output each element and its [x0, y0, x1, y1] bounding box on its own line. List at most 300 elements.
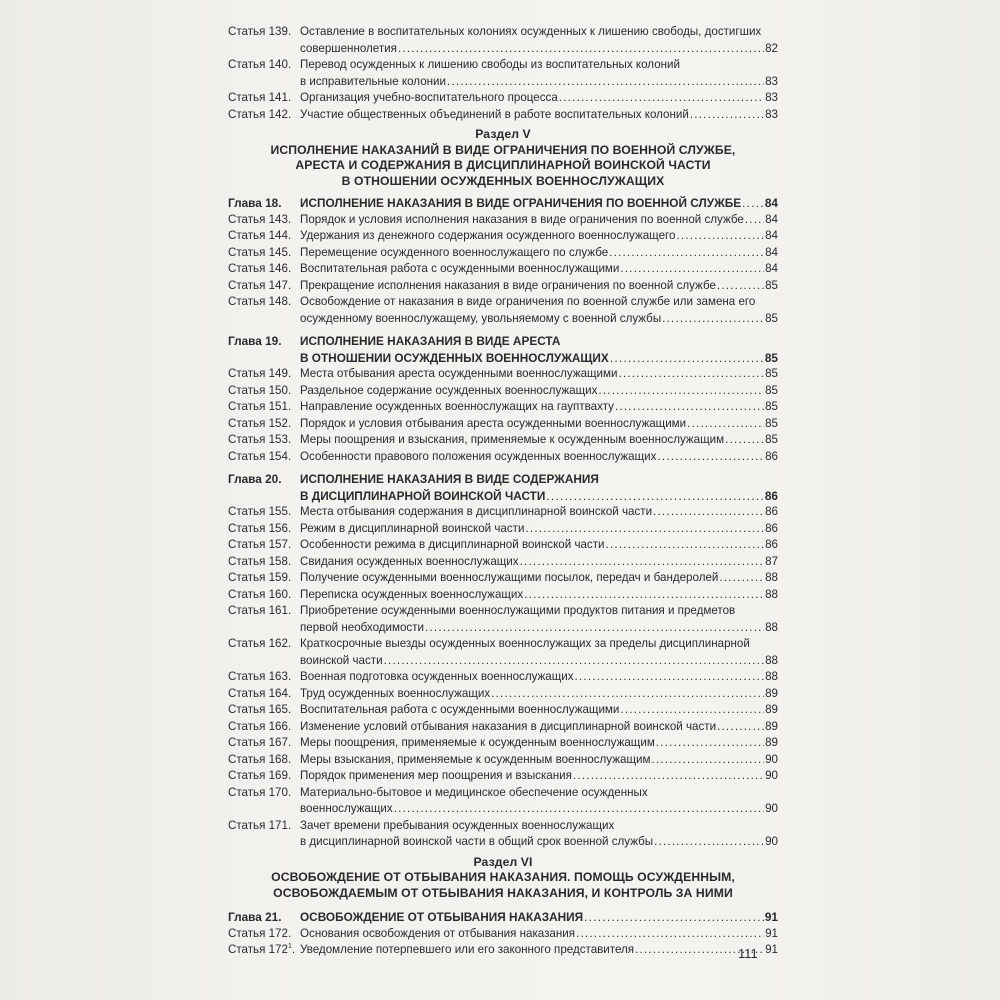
toc-chapter[interactable]: [228, 909, 778, 926]
title-text: ИСПОЛНЕНИЕ НАКАЗАНИЯ В ВИДЕ ОГРАНИЧЕНИЯ ПО ВОЕННОЙ СЛУЖБЕ: [300, 196, 742, 210]
toc-article[interactable]: [228, 449, 778, 466]
dot-leader: [653, 504, 764, 521]
title-text: Свидания осужденных военнослужащих: [300, 554, 519, 568]
article-number: [228, 24, 300, 57]
title-line-last: [300, 554, 778, 571]
label-text: Статья 172.: [228, 926, 292, 940]
label-text: Статья 144.: [228, 229, 292, 242]
page-ref: 90: [765, 835, 778, 848]
label-text: Статья 148.: [228, 295, 292, 308]
dot-leader: [384, 653, 765, 670]
dot-leader: [656, 735, 764, 752]
dot-leader: [687, 416, 764, 433]
page-ref: 91: [765, 926, 778, 940]
article-number: [228, 686, 300, 703]
toc-article[interactable]: [228, 90, 778, 107]
article-number: [228, 554, 300, 571]
label-text: Статья 150.: [228, 383, 292, 397]
page-ref: 86: [764, 488, 778, 503]
title-line-last: [300, 350, 778, 367]
label-text: Статья 155.: [228, 505, 292, 518]
dot-leader: [690, 107, 764, 124]
page-ref: 89: [765, 719, 778, 733]
page-ref: 89: [765, 736, 778, 749]
toc-article[interactable]: [228, 942, 778, 959]
toc-article[interactable]: [228, 735, 778, 752]
dot-leader: [606, 537, 765, 554]
title-text: первой необходимости: [300, 620, 425, 634]
toc-article[interactable]: [228, 504, 778, 521]
title-line-last: [300, 942, 778, 959]
toc-article[interactable]: [228, 366, 778, 383]
entry-title: [300, 768, 778, 785]
article-number: [228, 752, 300, 769]
entry-title: [300, 449, 778, 466]
dot-leader: [609, 245, 764, 262]
section-heading: [228, 855, 778, 902]
title-line: ИСПОЛНЕНИЕ НАКАЗАНИЯ В ВИДЕ АРЕСТА: [300, 334, 561, 348]
page-ref: 83: [765, 91, 778, 104]
table-of-contents: [228, 24, 778, 959]
title-line-last: [300, 278, 778, 295]
title-text: осужденному военнослужащему, увольняемому с военной службы: [300, 311, 662, 325]
title-text: совершеннолетия: [300, 41, 397, 55]
section-label: Раздел VI: [473, 854, 533, 869]
dot-leader: [676, 228, 764, 245]
title-line-last: [300, 719, 778, 736]
label-text: Статья 159.: [228, 571, 292, 584]
dot-leader: [742, 195, 764, 212]
toc-article[interactable]: [228, 521, 778, 538]
entry-title: [300, 57, 778, 90]
label-text: Статья 161.: [228, 604, 292, 617]
page-ref: 90: [765, 769, 778, 782]
dot-leader: [651, 752, 764, 769]
title-line: Зачет времени пребывания осужденных военнослужащих: [300, 818, 615, 832]
entry-title: [300, 90, 778, 107]
dot-leader: [717, 719, 764, 736]
page-ref: 84: [765, 229, 778, 242]
page-ref: 86: [765, 538, 778, 551]
dot-leader: [654, 834, 764, 851]
title-line: Освобождение от наказания в виде ограничения по военной службе или замена его: [300, 295, 756, 308]
toc-article[interactable]: [228, 818, 778, 851]
title-line: Приобретение осужденными военнослужащими продуктов питания и предметов: [300, 604, 736, 617]
page-ref: 82: [765, 41, 778, 55]
dot-leader: [598, 383, 764, 400]
entry-title: [300, 432, 778, 449]
page-ref: 86: [765, 449, 778, 463]
title-line-last: [300, 653, 778, 670]
section-label: Раздел V: [475, 127, 531, 141]
article-number: [228, 636, 300, 669]
title-line-last: [300, 366, 778, 383]
page-ref: 85: [765, 367, 778, 380]
article-number: [228, 261, 300, 278]
label-text: Статья 164.: [228, 686, 292, 700]
page-ref: 85: [765, 278, 778, 292]
title-text: Режим в дисциплинарной воинской части: [300, 521, 525, 535]
title-text: Особенности режима в дисциплинарной воинской части: [300, 538, 605, 551]
page-ref: 88: [765, 653, 778, 667]
title-text: ОСВОБОЖДЕНИЕ ОТ ОТБЫВАНИЯ НАКАЗАНИЯ: [300, 910, 584, 924]
entry-title: [300, 818, 778, 851]
title-text: в дисциплинарной воинской части в общий срок военной службы: [300, 835, 654, 848]
label-text: Глава 18.: [228, 196, 282, 210]
article-number: [228, 107, 300, 124]
entry-title: [300, 521, 778, 538]
toc-article[interactable]: [228, 719, 778, 736]
page-ref: 85: [765, 433, 778, 446]
title-text: Изменение условий отбывания наказания в дисциплинарной воинской части: [300, 719, 717, 733]
label-text: Глава 20.: [228, 472, 282, 486]
article-number: [228, 57, 300, 90]
label-text: Статья 160.: [228, 587, 292, 601]
entry-title: [300, 399, 778, 416]
dot-leader: [394, 801, 764, 818]
toc-article[interactable]: [228, 57, 778, 90]
entry-title: [300, 570, 778, 587]
section-title-line: ИСПОЛНЕНИЕ НАКАЗАНИЙ В ВИДЕ ОГРАНИЧЕНИЯ ПО ВОЕННОЙ СЛУЖБЕ,: [270, 142, 736, 157]
title-line-last: [300, 702, 778, 719]
article-number: [228, 399, 300, 416]
page-ref: 91: [764, 910, 778, 924]
section-heading: [228, 127, 778, 189]
dot-leader: [717, 278, 764, 295]
dot-leader: [657, 449, 764, 466]
entry-title: [300, 702, 778, 719]
label-text: Статья 145.: [228, 245, 292, 259]
toc-article[interactable]: [228, 768, 778, 785]
page-ref: 84: [764, 196, 778, 210]
entry-title: [300, 416, 778, 433]
entry-title: [300, 537, 778, 554]
entry-title: [300, 24, 778, 57]
entry-title: [300, 636, 778, 669]
label-text: Статья 163.: [228, 670, 292, 683]
label-text: Статья 140.: [228, 58, 292, 71]
page-ref: 85: [765, 400, 778, 413]
label-text: Статья 167.: [228, 736, 292, 749]
title-line-last: [300, 926, 778, 943]
title-text: Удержания из денежного содержания осужденного военнослужащего: [300, 229, 676, 242]
toc-article[interactable]: [228, 686, 778, 703]
title-text: Места отбывания ареста осужденными военнослужащими: [300, 367, 618, 380]
title-line-last: [300, 735, 778, 752]
toc-article[interactable]: [228, 24, 778, 57]
dot-leader: [620, 702, 764, 719]
entry-title: [300, 669, 778, 686]
article-number: [228, 228, 300, 245]
title-line-last: [300, 504, 778, 521]
title-line-last: [300, 669, 778, 686]
entry-title: [300, 383, 778, 400]
dot-leader: [575, 669, 765, 686]
entry-title: [300, 735, 778, 752]
label-text: Статья 147.: [228, 278, 292, 292]
article-number: [228, 570, 300, 587]
label-text: Глава 21.: [228, 910, 282, 924]
toc-article[interactable]: [228, 212, 778, 229]
entry-title: [300, 587, 778, 604]
toc-article[interactable]: [228, 416, 778, 433]
label-text: Статья 162.: [228, 637, 292, 650]
entry-title: [300, 333, 778, 366]
toc-article[interactable]: [228, 752, 778, 769]
article-number: [228, 90, 300, 107]
dot-leader: [725, 432, 764, 449]
title-line: ИСПОЛНЕНИЕ НАКАЗАНИЯ В ВИДЕ СОДЕРЖАНИЯ: [300, 472, 599, 486]
title-text: Порядок и условия отбывания ареста осужденными военнослужащими: [300, 416, 687, 430]
title-line-last: [300, 311, 778, 328]
page-ref: 84: [765, 262, 778, 275]
title-line-last: [300, 587, 778, 604]
title-line-last: [300, 752, 778, 769]
section-title-line: АРЕСТА И СОДЕРЖАНИЯ В ДИСЦИПЛИНАРНОЙ ВОИНСКОЙ ЧАСТИ: [295, 158, 711, 172]
title-text: Меры поощрения, применяемые к осужденным военнослужащим: [300, 736, 655, 749]
dot-leader: [745, 212, 764, 229]
page-ref: 90: [765, 752, 778, 766]
chapter-number: [228, 909, 300, 926]
toc-article[interactable]: [228, 702, 778, 719]
article-number: [228, 702, 300, 719]
title-line-last: [300, 488, 778, 505]
title-text: В ДИСЦИПЛИНАРНОЙ ВОИНСКОЙ ЧАСТИ: [300, 488, 546, 503]
toc-article[interactable]: [228, 294, 778, 327]
title-line-last: [300, 212, 778, 229]
article-number: [228, 603, 300, 636]
page-ref: 89: [765, 686, 778, 700]
label-text: Статья 141.: [228, 91, 292, 104]
title-text: Меры взыскания, применяемые к осужденным военнослужащим: [300, 752, 651, 766]
title-text: Места отбывания содержания в дисциплинарной воинской части: [300, 505, 653, 518]
page-ref: 88: [765, 620, 778, 634]
title-line-last: [300, 537, 778, 554]
title-line-last: [300, 41, 778, 58]
toc-article[interactable]: [228, 926, 778, 943]
label-text: Статья 139.: [228, 25, 292, 38]
entry-title: [300, 366, 778, 383]
page-ref: 88: [765, 571, 778, 584]
page-ref: 89: [765, 703, 778, 716]
entry-title: [300, 909, 778, 926]
entry-title: [300, 278, 778, 295]
entry-title: [300, 294, 778, 327]
page-ref: 85: [765, 416, 778, 430]
toc-article[interactable]: [228, 228, 778, 245]
entry-title: [300, 603, 778, 636]
dot-leader: [615, 399, 764, 416]
title-line-last: [300, 383, 778, 400]
article-number: [228, 768, 300, 785]
page-ref: 83: [765, 74, 778, 88]
label-text: Статья 166.: [228, 719, 292, 733]
entry-title: [300, 785, 778, 818]
toc-article[interactable]: [228, 554, 778, 571]
entry-title: [300, 107, 778, 124]
toc-chapter[interactable]: [228, 195, 778, 212]
title-text: Направление осужденных военнослужащих на гауптвахту: [300, 400, 614, 413]
title-line-last: [300, 620, 778, 637]
title-text: Порядок и условия исполнения наказания в виде ограничения по военной службе: [300, 212, 744, 226]
label-text: Статья 142.: [228, 107, 292, 121]
title-line-last: [300, 521, 778, 538]
dot-leader: [425, 620, 764, 637]
dot-leader: [525, 521, 764, 538]
label-text: Статья 152.: [228, 416, 292, 430]
page-ref: 91: [765, 943, 778, 956]
title-line-last: [300, 801, 778, 818]
title-line-last: [300, 261, 778, 278]
article-number: [228, 366, 300, 383]
article-number: [228, 504, 300, 521]
article-number: [228, 521, 300, 538]
article-number: [228, 278, 300, 295]
title-line-last: [300, 768, 778, 785]
article-number: [228, 416, 300, 433]
label-text: Статья 169.: [228, 769, 292, 782]
toc-article[interactable]: [228, 245, 778, 262]
title-text: Прекращение исполнения наказания в виде ограничения по военной службе: [300, 278, 716, 292]
toc-chapter[interactable]: [228, 333, 778, 366]
dot-leader: [524, 587, 764, 604]
toc-article[interactable]: [228, 399, 778, 416]
title-line-last: [300, 228, 778, 245]
entry-title: [300, 228, 778, 245]
title-text: Организация учебно-воспитательного процесса: [300, 91, 558, 104]
title-text: воинской части: [300, 653, 383, 667]
title-line-last: [300, 416, 778, 433]
dot-leader: [576, 926, 764, 943]
title-text: Воспитательная работа с осужденными военнослужащими: [300, 703, 620, 716]
title-line-last: [300, 432, 778, 449]
entry-title: [300, 212, 778, 229]
label-superscript: 1: [287, 943, 292, 951]
toc-article[interactable]: [228, 785, 778, 818]
article-number: [228, 432, 300, 449]
toc-article[interactable]: [228, 537, 778, 554]
entry-title: [300, 195, 778, 212]
label-text: Статья 156.: [228, 521, 292, 535]
dot-leader: [559, 90, 764, 107]
toc-chapter[interactable]: [228, 471, 778, 504]
page-ref: 84: [765, 212, 778, 226]
toc-article[interactable]: [228, 107, 778, 124]
article-number: [228, 245, 300, 262]
page-ref: 88: [765, 670, 778, 683]
entry-title: [300, 719, 778, 736]
dot-leader: [491, 686, 764, 703]
entry-title: [300, 752, 778, 769]
article-number: [228, 449, 300, 466]
chapter-number: [228, 471, 300, 504]
title-text: Перемещение осужденного военнослужащего по службе: [300, 245, 609, 259]
toc-article[interactable]: [228, 261, 778, 278]
title-line-last: [300, 834, 778, 851]
title-text: Военная подготовка осужденных военнослужащих: [300, 670, 574, 683]
toc-article[interactable]: [228, 587, 778, 604]
toc-article[interactable]: [228, 383, 778, 400]
title-line: Материально-бытовое и медицинское обеспечение осужденных: [300, 785, 648, 799]
article-number: [228, 785, 300, 818]
page-ref: 84: [765, 245, 778, 259]
dot-leader: [573, 768, 764, 785]
entry-title: [300, 261, 778, 278]
section-title-line: ОСВОБОЖДАЕМЫМ ОТ ОТБЫВАНИЯ НАКАЗАНИЯ, И КОНТРОЛЬ ЗА НИМИ: [273, 885, 733, 900]
label-text: Статья 157.: [228, 538, 292, 551]
article-number: [228, 818, 300, 851]
toc-article[interactable]: [228, 432, 778, 449]
title-line: Оставление в воспитательных колониях осужденных к лишению свободы, достигших: [300, 25, 762, 38]
entry-title: [300, 926, 778, 943]
article-number: [228, 294, 300, 327]
dot-leader: [610, 350, 764, 367]
label-text: Статья 146.: [228, 262, 292, 275]
toc-article[interactable]: [228, 570, 778, 587]
dot-leader: [618, 366, 764, 383]
title-line-last: [300, 570, 778, 587]
title-line-last: [300, 195, 778, 212]
toc-article[interactable]: [228, 603, 778, 636]
article-number: [228, 383, 300, 400]
page-ref: 83: [765, 107, 778, 121]
article-number: [228, 212, 300, 229]
entry-title: [300, 471, 778, 504]
page-number: 111: [738, 946, 758, 961]
entry-title: [300, 245, 778, 262]
label-text: Статья 171.: [228, 818, 292, 832]
title-text: Уведомление потерпевшего или его законного представителя: [300, 943, 635, 956]
title-line-last: [300, 909, 778, 926]
dot-leader: [719, 570, 764, 587]
dot-leader: [584, 909, 764, 926]
title-line-last: [300, 74, 778, 91]
article-number: [228, 719, 300, 736]
dot-leader: [546, 488, 764, 505]
page-ref: 85: [765, 383, 778, 397]
title-text: Переписка осужденных военнослужащих: [300, 587, 524, 601]
chapter-number: [228, 333, 300, 366]
page-ref: 85: [765, 311, 778, 325]
dot-leader: [662, 311, 764, 328]
dot-leader: [520, 554, 765, 571]
toc-article[interactable]: [228, 636, 778, 669]
label-text: Статья 153.: [228, 433, 292, 446]
title-text: Раздельное содержание осужденных военнослужащих: [300, 383, 598, 397]
title-line-last: [300, 107, 778, 124]
chapter-number: [228, 195, 300, 212]
toc-article[interactable]: [228, 669, 778, 686]
section-title-line: ОСВОБОЖДЕНИЕ ОТ ОТБЫВАНИЯ НАКАЗАНИЯ. ПОМОЩЬ ОСУЖДЕННЫМ,: [271, 870, 735, 884]
page-ref: 88: [765, 587, 778, 601]
page-ref: 87: [765, 554, 778, 568]
toc-article[interactable]: [228, 278, 778, 295]
article-number: [228, 926, 300, 943]
page-ref: 86: [765, 521, 778, 535]
label-text: Статья 143.: [228, 212, 292, 226]
title-text: военнослужащих: [300, 802, 393, 815]
label-text: Статья 158.: [228, 554, 292, 568]
label-text: Глава 19.: [228, 334, 282, 348]
entry-title: [300, 554, 778, 571]
page-ref: 85: [764, 350, 778, 365]
label-text: Статья 165.: [228, 703, 292, 716]
title-text: Основания освобождения от отбывания наказания: [300, 926, 576, 940]
title-line-last: [300, 686, 778, 703]
title-line: Краткосрочные выезды осужденных военнослужащих за пределы дисциплинарной: [300, 637, 750, 650]
title-text: Порядок применения мер поощрения и взыскания: [300, 769, 572, 782]
title-line-last: [300, 90, 778, 107]
